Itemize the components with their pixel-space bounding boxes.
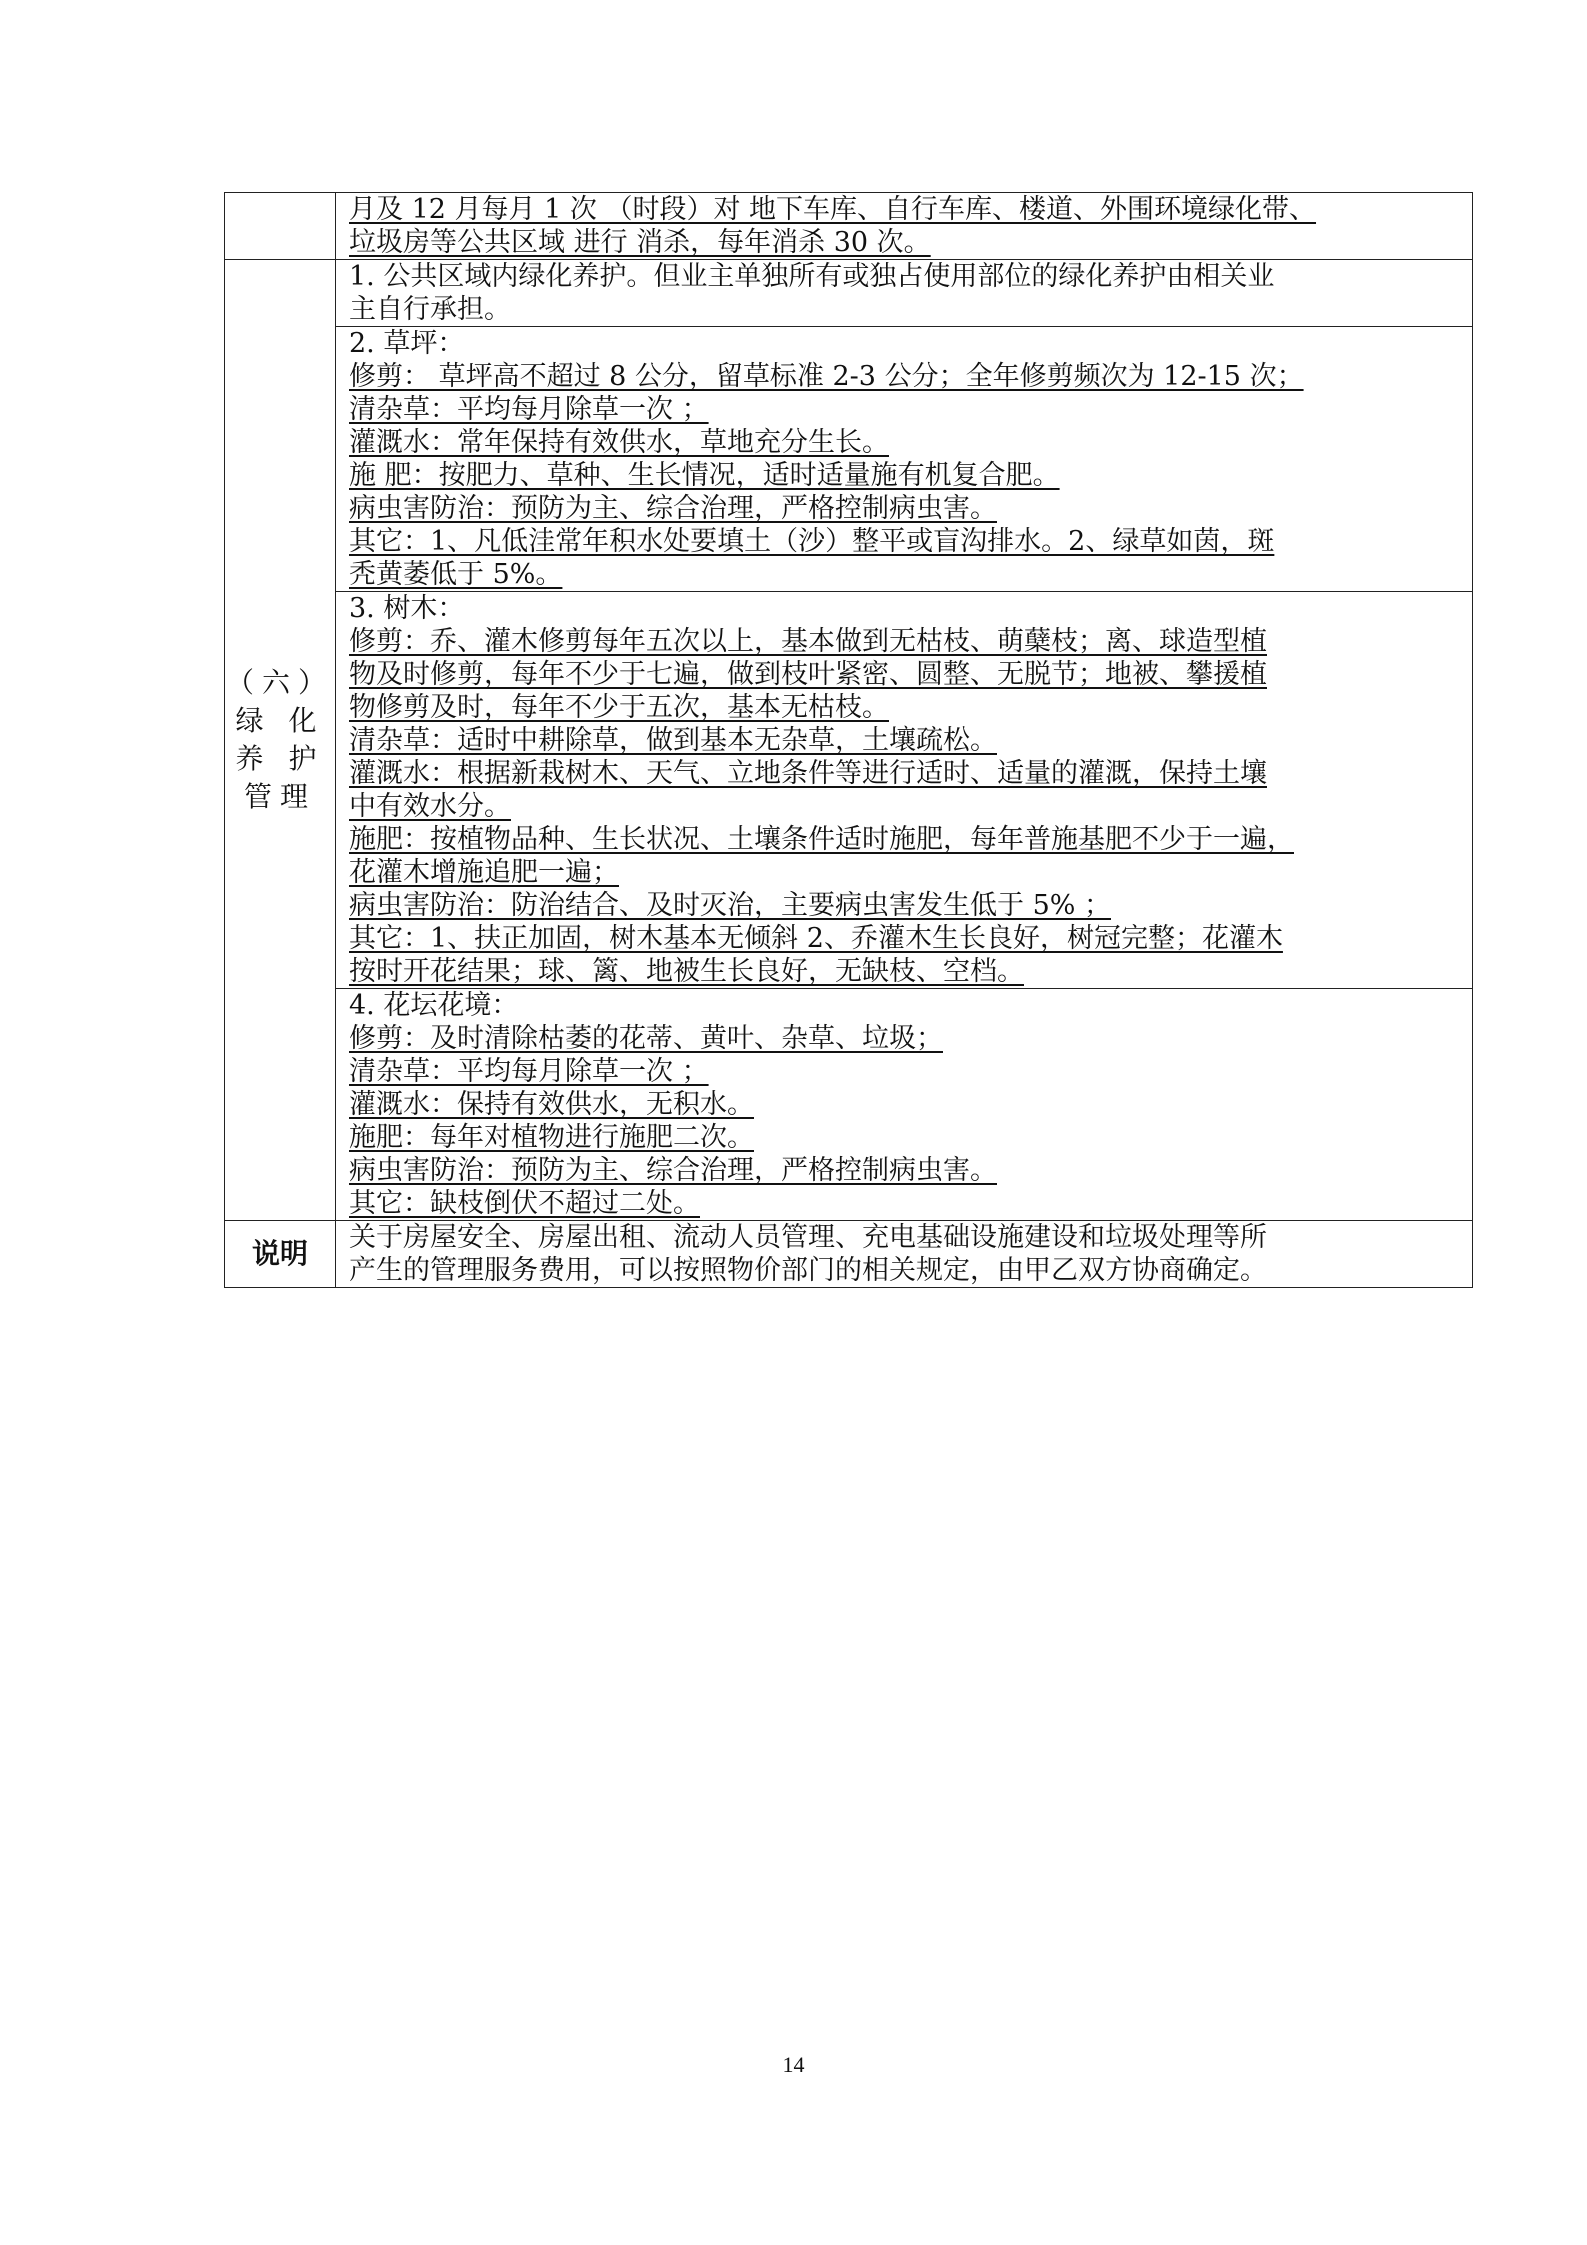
document-table <box>224 192 1473 1288</box>
greening-row-trees <box>225 592 1473 989</box>
greening-row-lawn <box>225 327 1473 592</box>
text-line: 关于房屋安全、房屋出租、流动人员管理、充电基础设施建设和垃圾处理等所 <box>349 1222 1267 1253</box>
text-line: 病虫害防治：防治结合、及时灭治，主要病虫害发生低于 5% ； <box>349 890 1111 921</box>
text-line: 修剪：乔、灌木修剪每年五次以上，基本做到无枯枝、萌蘖枝；离、球造型植 <box>349 626 1267 657</box>
text-line: 灌溉水：根据新栽树木、天气、立地条件等进行适时、适量的灌溉，保持土壤 <box>349 758 1267 789</box>
text-line: 灌溉水：常年保持有效供水，草地充分生长。 <box>349 427 889 458</box>
text-line: 病虫害防治：预防为主、综合治理，严格控制病虫害。 <box>349 1155 997 1186</box>
note-content <box>336 1221 1473 1288</box>
section-label-line: （六） <box>225 666 334 699</box>
lawn-content <box>336 327 1473 592</box>
text-line: 清杂草：平均每月除草一次 ； <box>349 394 709 425</box>
empty-label-cell <box>225 193 336 260</box>
text-line: 产生的管理服务费用，可以按照物价部门的相关规定，由甲乙双方协商确定。 <box>349 1255 1267 1286</box>
public-greening-content <box>336 260 1473 327</box>
note-label: 说明 <box>225 1221 336 1288</box>
trees-content <box>336 592 1473 989</box>
text-line: 物及时修剪，每年不少于七遍，做到枝叶紧密、圆整、无脱节；地被、攀援植 <box>349 659 1267 690</box>
continuation-row <box>225 193 1473 260</box>
text-line: 按时开花结果；球、篱、地被生长良好，无缺枝、空档。 <box>349 956 1024 987</box>
page-number: 14 <box>782 2052 805 2077</box>
greening-row-public <box>225 260 1473 327</box>
greening-row-flowerbeds <box>225 989 1473 1221</box>
note-row <box>225 1221 1473 1288</box>
text-line: 清杂草：平均每月除草一次 ； <box>349 1056 709 1087</box>
text-line: 病虫害防治：预防为主、综合治理，严格控制病虫害。 <box>349 493 997 524</box>
section-label-line: 绿 化 <box>235 704 325 737</box>
text-line: 其它：1、凡低洼常年积水处要填土（沙）整平或盲沟排水。2、绿草如茵，斑 <box>349 526 1275 557</box>
text-line: 清杂草：适时中耕除草，做到基本无杂草，土壤疏松。 <box>349 725 997 756</box>
text-line: 其它：缺枝倒伏不超过二处。 <box>349 1188 700 1219</box>
block-heading: 3. 树木： <box>349 593 465 624</box>
continuation-content <box>336 193 1473 260</box>
block-heading: 2. 草坪： <box>349 328 465 359</box>
text-line: 花灌木增施追肥一遍； <box>349 857 619 888</box>
text-line: 施肥：按植物品种、生长状况、土壤条件适时施肥，每年普施基肥不少于一遍， <box>349 824 1294 855</box>
text-line: 修剪： 草坪高不超过 8 公分，留草标准 2-3 公分；全年修剪频次为 12-15 次； <box>349 361 1304 392</box>
block-heading: 4. 花坛花境： <box>349 990 519 1021</box>
text-line: 月及 12 月每月 1 次 （时段）对 地下车库、自行车库、楼道、外围环境绿化带、 <box>349 194 1317 225</box>
text-line: 1. 公共区域内绿化养护。但业主单独所有或独占使用部位的绿化养护由相关业 <box>349 261 1275 292</box>
text-line: 物修剪及时，每年不少于五次，基本无枯枝。 <box>349 692 889 723</box>
text-line: 施 肥：按肥力、草种、生长情况，适时适量施有机复合肥。 <box>349 460 1060 491</box>
text-line: 秃黄萎低于 5%。 <box>349 559 563 590</box>
text-line: 垃圾房等公共区域 进行 消杀，每年消杀 30 次。 <box>349 227 931 258</box>
text-line: 其它：1、扶正加固，树木基本无倾斜 2、乔灌木生长良好，树冠完整；花灌木 <box>349 923 1283 954</box>
section-label-line: 管理 <box>243 780 316 813</box>
section-label-greening <box>225 260 336 1221</box>
flowerbeds-content <box>336 989 1473 1221</box>
text-line: 施肥：每年对植物进行施肥二次。 <box>349 1122 754 1153</box>
text-line: 主自行承担。 <box>349 294 511 325</box>
text-line: 修剪：及时清除枯萎的花蒂、黄叶、杂草、垃圾； <box>349 1023 943 1054</box>
text-line: 灌溉水：保持有效供水，无积水。 <box>349 1089 754 1120</box>
section-label-line: 养 护 <box>235 742 325 775</box>
text-line: 中有效水分。 <box>349 791 511 822</box>
